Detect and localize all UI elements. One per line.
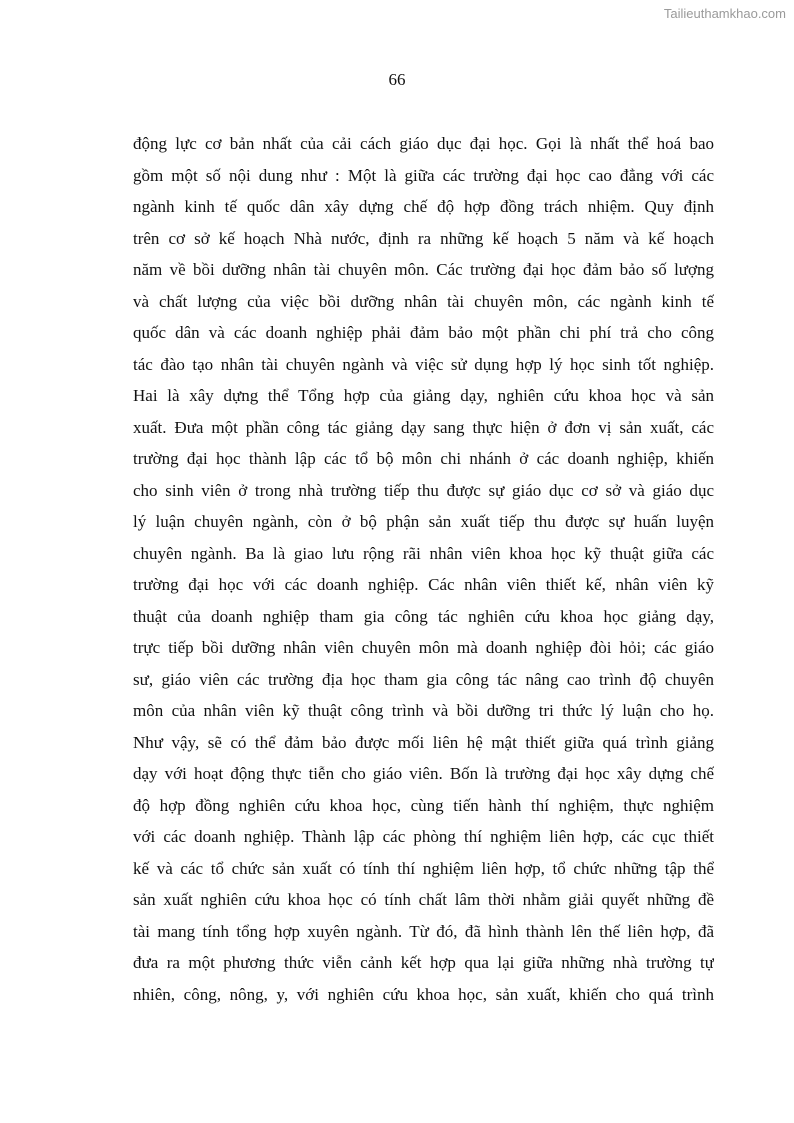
text-line: trực tiếp bồi dưỡng nhân viên chuyên môn mà doanh nghiệp đòi hỏi; các giáo xyxy=(133,638,714,657)
watermark: Tailieuthamkhao.com xyxy=(663,6,786,21)
text-line: độ hợp đồng nghiên cứu khoa học, cùng tiến hành thí nghiệm, thực nghiệm xyxy=(133,795,714,815)
text-line: sư, giáo viên các trường địa học tham gia công tác nâng cao trình độ chuyên xyxy=(133,669,714,689)
text-line: kế và các tổ chức sản xuất có tính thí nghiệm liên hợp, tổ chức những tập thể xyxy=(133,858,714,878)
body-paragraph xyxy=(133,128,714,1010)
text-line: động lực cơ bản nhất của cải cách giáo dục đại học. Gọi là nhất thể hoá bao xyxy=(133,134,714,153)
text-line: dạy với hoạt động thực tiễn cho giáo viên. Bốn là trường đại học xây dựng chế xyxy=(133,764,714,783)
text-line: quốc dân và các doanh nghiệp phải đảm bảo một phần chi phí trả cho công xyxy=(133,323,714,342)
text-line: thuật của doanh nghiệp tham gia công tác nghiên cứu khoa học giảng dạy, xyxy=(133,606,714,626)
text-line: trường đại học thành lập các tổ bộ môn chi nhánh ở các doanh nghiệp, khiến xyxy=(133,449,714,468)
text-line: năm về bồi dưỡng nhân tài chuyên môn. Các trường đại học đảm bảo số lượng xyxy=(133,260,714,279)
text-line: tác đào tạo nhân tài chuyên ngành và việc sử dụng hợp lý học sinh tốt nghiệp. xyxy=(133,354,714,374)
text-line: và chất lượng của việc bồi dưỡng nhân tài chuyên môn, các ngành kinh tế xyxy=(133,291,714,311)
text-line: ngành kinh tế quốc dân xây dựng chế độ hợp đồng trách nhiệm. Quy định xyxy=(133,197,714,216)
text-line: với các doanh nghiệp. Thành lập các phòng thí nghiệm liên hợp, các cục thiết xyxy=(133,827,714,846)
text-line: sản xuất nghiên cứu khoa học có tính chất lâm thời nhằm giải quyết những đề xyxy=(133,890,714,909)
text-line: đưa ra một phương thức viễn cảnh kết hợp qua lại giữa những nhà trường tự xyxy=(133,953,714,972)
text-line: Hai là xây dựng thể Tổng hợp của giảng dạy, nghiên cứu khoa học và sản xyxy=(133,386,714,405)
text-line: tài mang tính tổng hợp xuyên ngành. Từ đó, đã hình thành lên thế liên hợp, đã xyxy=(133,921,714,941)
text-line: gồm một số nội dung như : Một là giữa các trường đại học cao đẳng với các xyxy=(133,165,714,185)
text-line: môn của nhân viên kỹ thuật công trình và bồi dưỡng tri thức lý luận cho họ. xyxy=(133,701,714,720)
text-line: lý luận chuyên ngành, còn ở bộ phận sản xuất tiếp thu được sự huấn luyện xyxy=(133,512,714,531)
text-line: trường đại học với các doanh nghiệp. Các nhân viên thiết kế, nhân viên kỹ xyxy=(133,575,714,594)
text-line: Như vậy, sẽ có thể đảm bảo được mối liên hệ mật thiết giữa quá trình giảng xyxy=(133,732,714,752)
text-line: nhiên, công, nông, y, với nghiên cứu khoa học, sản xuất, khiến cho quá trình xyxy=(133,984,714,1004)
text-line: chuyên ngành. Ba là giao lưu rộng rãi nhân viên khoa học kỹ thuật giữa các xyxy=(133,543,714,563)
text-line: xuất. Đưa một phần công tác giảng dạy sang thực hiện ở đơn vị sản xuất, các xyxy=(133,417,714,437)
page-number: 66 xyxy=(388,70,406,89)
text-line: cho sinh viên ở trong nhà trường tiếp thu được sự giáo dục cơ sở và giáo dục xyxy=(133,480,714,500)
text-line: trên cơ sở kế hoạch Nhà nước, định ra những kế hoạch 5 năm và kế hoạch xyxy=(133,228,714,248)
